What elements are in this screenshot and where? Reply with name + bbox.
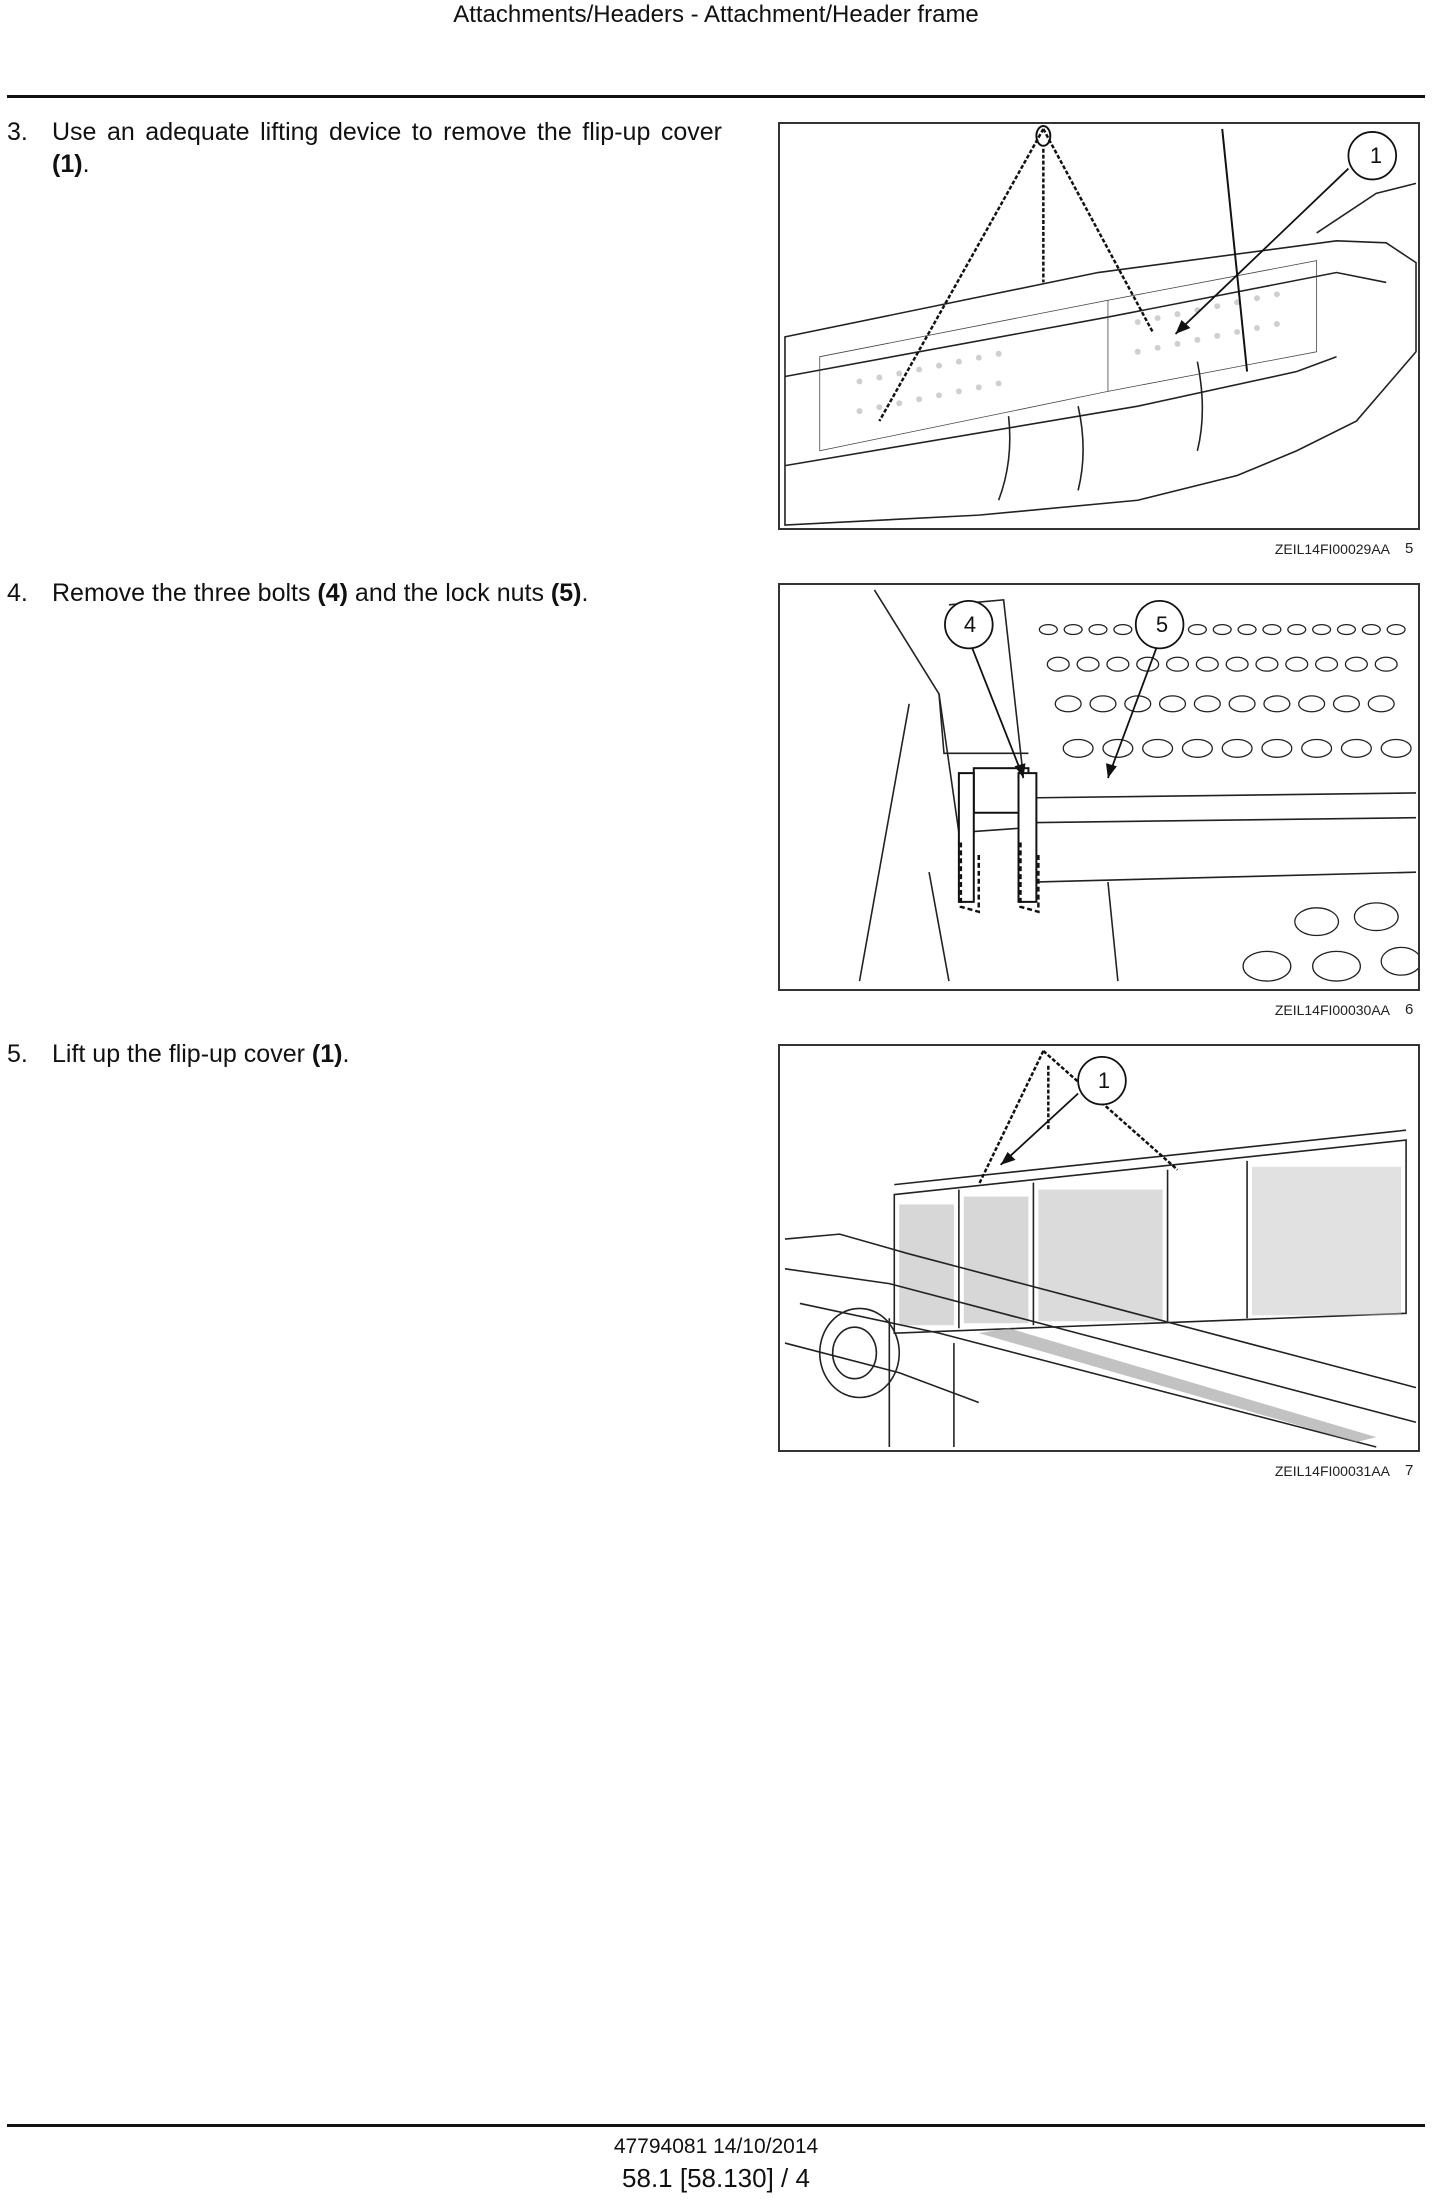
figure-number: 7 bbox=[1405, 1462, 1414, 1479]
footer-page-number: 58.1 [58.130] / 4 bbox=[622, 2163, 810, 2193]
figure-number: 5 bbox=[1405, 540, 1414, 557]
step-text: Remove the three bolts (4) and the lock nuts (5). bbox=[52, 579, 589, 607]
callout-1: 1 bbox=[1369, 143, 1383, 168]
step-text: Use an adequate lifting device to remove the flip-up cover (1). bbox=[52, 118, 722, 178]
footer-document-id: 47794081 14/10/2014 bbox=[613, 2135, 819, 2158]
footer-rule bbox=[7, 2124, 1425, 2127]
callout-5: 5 bbox=[1155, 612, 1169, 637]
figure-lifting-flip-up-cover bbox=[778, 122, 1420, 530]
step-number: 4. bbox=[7, 579, 28, 607]
callout-1: 1 bbox=[1097, 1068, 1111, 1093]
header-rule bbox=[7, 95, 1425, 98]
page-header-title: Attachments/Headers - Attachment/Header frame bbox=[453, 1, 979, 28]
figure-lift-flip-up-cover bbox=[778, 1044, 1420, 1452]
figure-bolts-and-lock-nuts bbox=[778, 583, 1420, 991]
callout-4: 4 bbox=[963, 612, 977, 637]
step-number: 3. bbox=[7, 118, 28, 146]
figure-id: ZEIL14FI00030AA bbox=[1274, 1002, 1390, 1018]
figure-number: 6 bbox=[1405, 1001, 1414, 1018]
step-number: 5. bbox=[7, 1040, 28, 1068]
step-text: Lift up the flip-up cover (1). bbox=[52, 1040, 350, 1068]
figure-id: ZEIL14FI00031AA bbox=[1274, 1463, 1390, 1479]
figure-id: ZEIL14FI00029AA bbox=[1274, 541, 1390, 557]
